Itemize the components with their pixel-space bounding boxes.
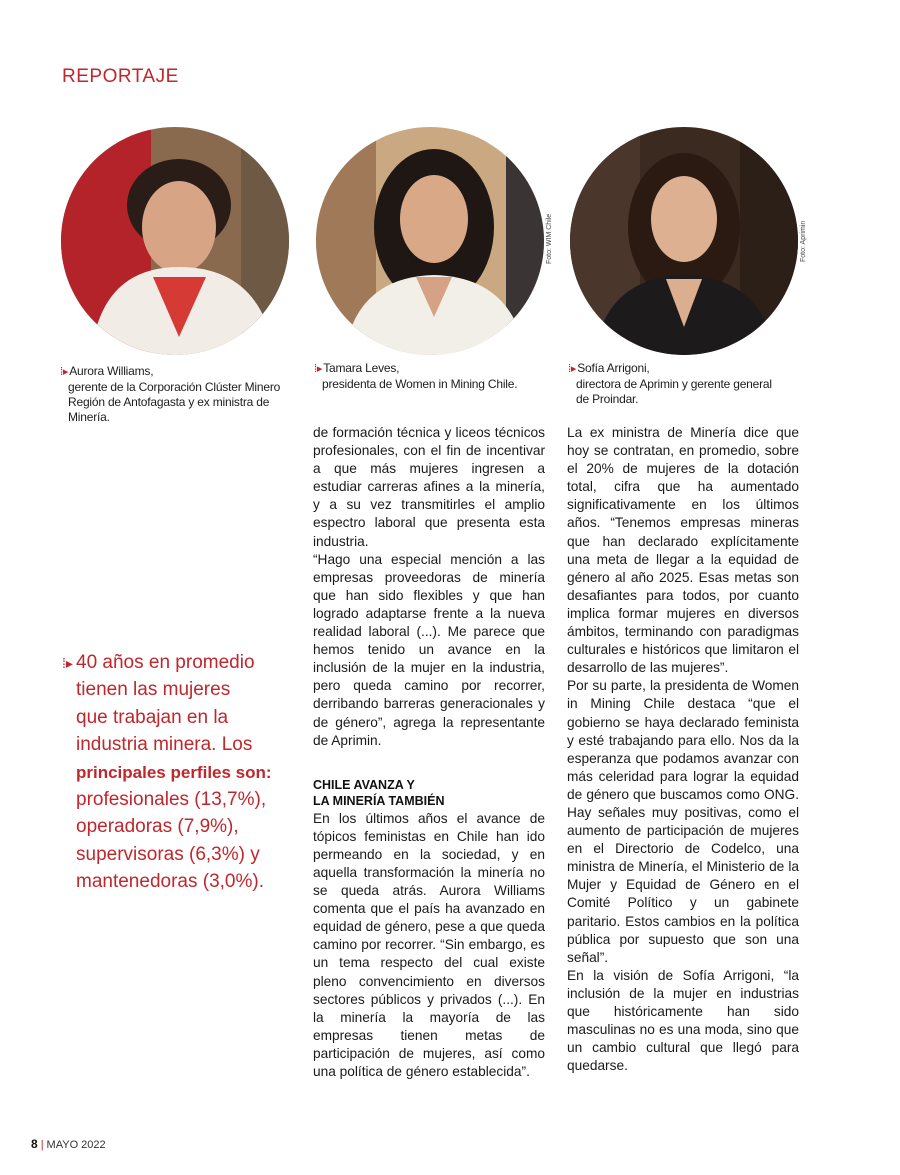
bullet-icon: ⁞▸ [568,363,577,375]
portrait-sofia-arrigoni [570,127,798,355]
issue-date: MAYO 2022 [46,1139,106,1151]
pull-quote-line: tienen las mujeres [76,679,231,701]
caption-role-line: Región de Antofagasta y ex ministra de [68,395,270,409]
caption-role-line: de Proindar. [576,392,639,406]
pull-quote [62,649,287,896]
caption-name: Tamara Leves, [323,361,400,375]
bullet-icon: ⁞▸ [60,366,69,378]
section-label: REPORTAJE [62,66,179,87]
footer-separator: | [40,1139,44,1151]
caption-name: Aurora Williams, [69,364,154,378]
subheading-line: LA MINERÍA TAMBIÉN [313,794,445,809]
page-footer [31,1137,106,1151]
article-paragraph: En la visión de Sofía Arrigoni, “la inclusión de la mujer en industrias que históricamente han sido masculinas no es una moda, sino que un cambio cultural que llegó para quedarse. [567,967,799,1074]
pull-quote-line: profesionales (13,7%), [76,789,267,811]
pull-quote-line: mantenedoras (3,0%). [76,871,264,893]
pull-quote-line: que trabajan en la [76,706,229,728]
page-number: 8 [31,1137,38,1151]
caption-role-line: Minería. [68,410,110,424]
caption-role-line: gerente de la Corporación Clúster Minero [68,380,281,394]
caption-aurora-williams [60,364,300,425]
article-subheading [313,777,545,810]
article-paragraph: La ex ministra de Minería dice que hoy se contratan, en promedio, sobre el 20% de mujeres de la dotación total, cifra que ha aumentado significativamente en los últimos años. “Tenemos empresas mineras que han declarado explícitamente una meta de llegar a la equidad de género al año 2025. Esas metas son desafiantes para todos, por cuanto implica formar mujeres en diversos ámbitos, terminando con paradigmas culturales e históricos que limitaron el desarrollo de las mujeres”. [567,425,799,676]
pull-quote-line: 40 años en promedio [76,652,255,673]
caption-sofia-arrigoni [568,361,808,407]
article-paragraph: de formación técnica y liceos técnicos profesionales, con el fin de incentivar a que más mujeres ingresen a estudiar carreras afines a la minería, y a su vez transmitirles el amplio espectro laboral que presenta esta industria. [313,425,545,549]
pull-quote-line: supervisoras (6,3%) y [76,843,260,865]
bullet-icon: ⁞▸ [314,363,323,375]
pull-quote-bold: principales perfiles son: [76,762,272,782]
article-paragraph: “Hago una especial mención a las empresas proveedoras de minería que han sido flexibles y que han logrado adaptarse frente a la nueva realidad laboral (...). Me parece que hemos tenido un avance en la inclusión de la mujer en la industria, pero queda camino por recorrer, derribando barreras generacionales y de género”, agrega la representante de Aprimin. [313,551,545,748]
subheading-line: CHILE AVANZA Y [313,777,415,792]
pull-quote-line: operadoras (7,9%), [76,816,239,838]
caption-tamara-leves [314,361,554,392]
photo-credit-wim: Foto: WIM Chile [546,213,553,264]
bullet-icon: ⁞▸ [62,655,73,671]
caption-role-line: presidenta de Women in Mining Chile. [322,377,518,391]
photo-credit-aprimin: Foto: Aprimin [800,220,807,262]
caption-name: Sofía Arrigoni, [577,361,650,375]
article-column-middle [313,424,545,1081]
caption-role-line: directora de Aprimin y gerente general [576,377,772,391]
article-paragraph: Por su parte, la presidenta de Women in Mining Chile destaca “que el gobierno se haya declarado feminista y esté trabajando para ello. Nos da la esperanza que podamos avanzar con más celeridad para lograr la equidad de género que buscamos como ONG. Hay señales muy positivas, como el aumento de participación de mujeres en el Directorio de Codelco, una ministra de Minería, el Ministerio de la Mujer y Equidad de Género en el Comité Político y un gabinete paritario. Estos cambios en la política pública por supuesto que son una señal”. [567,678,799,965]
portrait-aurora-williams [61,127,289,355]
portrait-tamara-leves [316,127,544,355]
article-column-right [567,424,799,1075]
pull-quote-line: industria minera. Los [76,734,253,756]
article-paragraph: En los últimos años el avance de tópicos feministas en Chile han ido permeando en la sociedad, y en aquella transformación la minería no se queda atrás. Aurora Williams comenta que el país ha avanzado en equidad de género, pese a que queda camino por recorrer. “Sin embargo, es un tema respecto del cual existe pleno convencimiento en diversos sectores públicos y privados (...). En la minería la mayoría de las empresas tienen metas de participación de mujeres, así como una política de género establecida”. [313,810,545,1079]
